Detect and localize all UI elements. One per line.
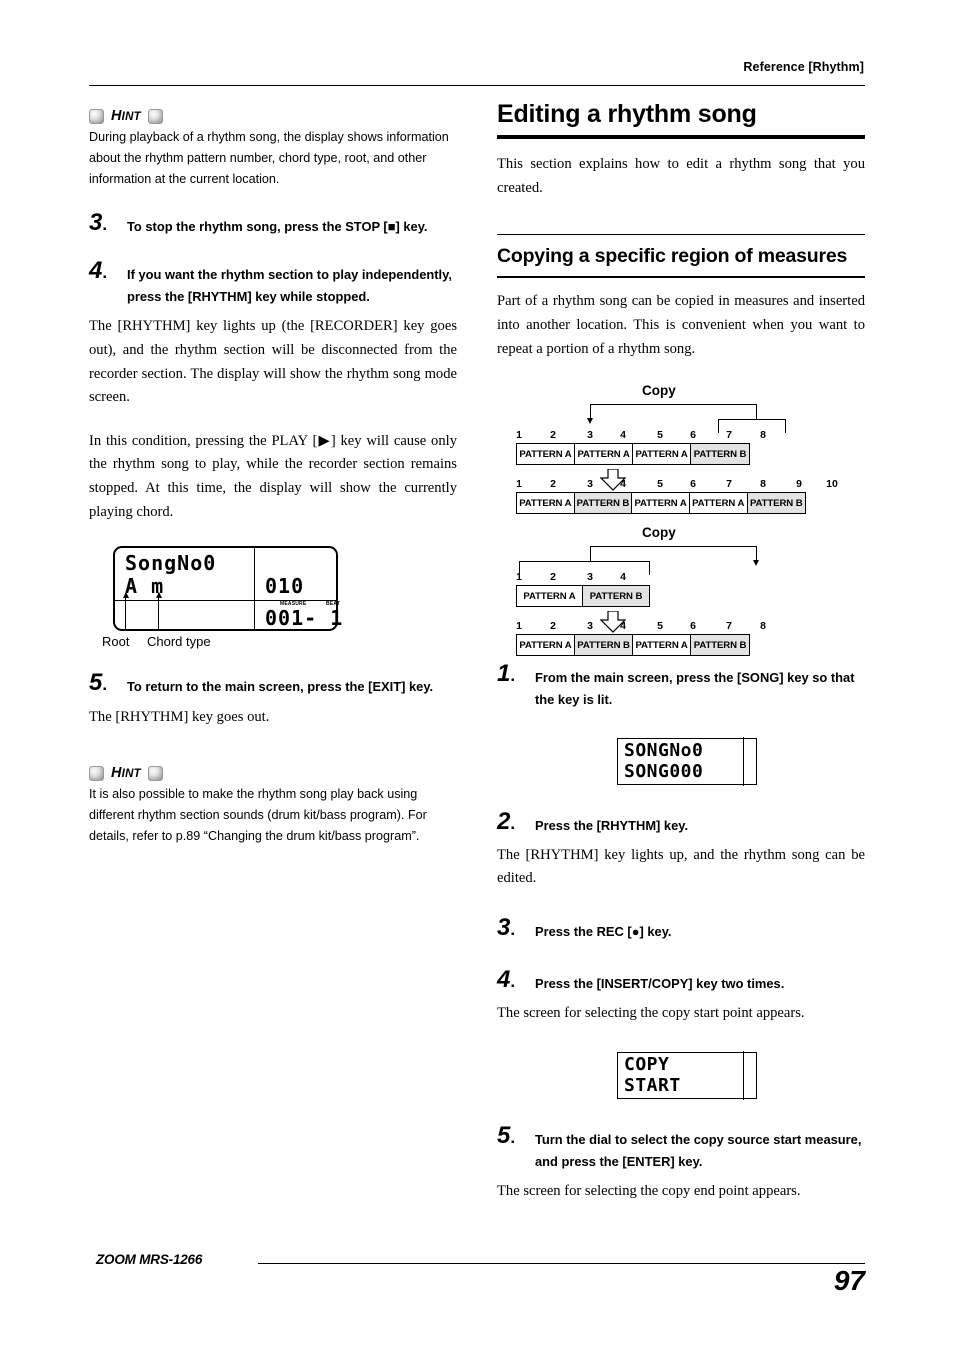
- step-5: [89, 669, 457, 698]
- header-divider: [89, 85, 865, 86]
- chord-type-callout-arrow: [158, 593, 159, 629]
- pattern-block: PATTERN B: [691, 444, 749, 464]
- root-callout-label: Root: [102, 634, 130, 650]
- measure-number: 3: [587, 429, 593, 442]
- measure-number: 4: [620, 478, 626, 491]
- step-3-number: 3.: [89, 208, 108, 236]
- pattern-block: PATTERN B: [575, 493, 633, 513]
- right-step-3-text: Press the REC [●] key.: [535, 924, 672, 939]
- pattern-block: PATTERN A: [517, 635, 575, 655]
- diagram-copy-to-later: [516, 383, 846, 509]
- measure-number: 4: [620, 571, 626, 584]
- intro-paragraph: This section explains how to edit a rhythm song that you created.: [497, 156, 865, 196]
- diagram1-top-row: [516, 429, 766, 465]
- hint-bullet-icon: [89, 109, 104, 124]
- hint-label: HINT: [111, 108, 141, 124]
- pattern-block: PATTERN A: [690, 493, 748, 513]
- diagram2-copy-path: [590, 546, 757, 547]
- pattern-block: PATTERN A: [633, 635, 691, 655]
- step-4-paragraph-2: In this condition, pressing the PLAY [▶] key will cause only the rhythm song to play, while the recorder section remains stopped. At this time, the display will show the currently playing chord.: [89, 432, 457, 520]
- diagram1-bracket-top: [718, 419, 786, 420]
- measure-number: 5: [657, 478, 663, 491]
- pattern-block: PATTERN A: [517, 493, 575, 513]
- measure-number: 2: [550, 429, 556, 442]
- diagram2-copy-path-riser: [590, 546, 591, 562]
- lcd-song-select-line1: SONGNo0: [624, 739, 704, 761]
- lcd-vertical-divider: [254, 548, 255, 629]
- measure-number: 4: [620, 429, 626, 442]
- diagram1-top-measure-numbers: [516, 429, 766, 443]
- right-step-2: [497, 807, 865, 837]
- lcd-figure-song-mode: [89, 546, 457, 666]
- measure-number: 2: [550, 571, 556, 584]
- title-underline: [497, 135, 865, 139]
- step-5-number: 5.: [89, 669, 108, 697]
- lcd-edge-divider: [743, 737, 744, 786]
- hint-bullet-icon: [148, 766, 163, 781]
- measure-number: 6: [690, 429, 696, 442]
- lcd-beat-label: BEAT: [326, 601, 341, 608]
- measure-number: 5: [657, 620, 663, 633]
- diagram2-top-blocks: [516, 585, 650, 607]
- measure-number: 9: [796, 478, 802, 491]
- measure-number: 5: [657, 429, 663, 442]
- measure-number: 6: [690, 620, 696, 633]
- pattern-block: PATTERN A: [517, 444, 575, 464]
- right-step-2-text: Press the [RHYTHM] key.: [535, 817, 689, 833]
- hint-label: HINT: [111, 765, 141, 782]
- step-4-number: 4.: [89, 256, 108, 284]
- right-step-5: [497, 1122, 865, 1173]
- diagram2-top-row: [516, 571, 650, 607]
- lcd-copy-start-line2: START: [624, 1075, 681, 1097]
- measure-number: 8: [760, 478, 766, 491]
- diagram2-copy-label: Copy: [642, 525, 676, 541]
- measure-number: 8: [760, 429, 766, 442]
- section-underline: [497, 276, 865, 278]
- step-3: [89, 208, 457, 238]
- diagram1-bottom-row: [516, 478, 838, 514]
- step-4: [89, 256, 457, 308]
- measure-number: 1: [516, 620, 522, 633]
- step-5-text: To return to the main screen, press the [EXIT] key.: [127, 679, 434, 695]
- measure-number: 1: [516, 429, 522, 442]
- measure-number: 3: [587, 478, 593, 491]
- measure-number: 4: [620, 620, 626, 633]
- right-step-1: [497, 660, 865, 711]
- hint-header-top: [89, 108, 457, 124]
- right-step-1-text: From the main screen, press the [SONG] key so that the key is lit.: [535, 670, 855, 708]
- hint-bullet-icon: [89, 766, 104, 781]
- diagram1-copy-path: [590, 404, 757, 405]
- measure-number: 7: [726, 429, 732, 442]
- diagram1-bottom-measure-numbers: [516, 478, 838, 492]
- diagram2-bottom-blocks: [516, 634, 750, 656]
- lcd-song-number: SongNo0: [125, 551, 217, 576]
- section-paragraph: Part of a rhythm song can be copied in measures and inserted into another location. This is convenient when you want to repeat a portion of a rhythm song.: [497, 293, 865, 357]
- diagram2-bracket-top: [519, 561, 650, 562]
- footer-brand: ZOOM MRS-1266: [96, 1252, 203, 1267]
- right-column: [497, 100, 865, 1204]
- right-step-2-paragraph: The [RHYTHM] key lights up, and the rhythm song can be edited.: [497, 846, 865, 887]
- hint-header-bottom: [89, 765, 457, 781]
- running-head: Reference [Rhythm]: [743, 60, 864, 74]
- diagram2-insert-arrow: [753, 560, 759, 566]
- diagram2-bottom-row: [516, 620, 766, 656]
- root-callout-arrow: [125, 593, 126, 629]
- pattern-block: PATTERN A: [517, 586, 583, 606]
- diagram1-insert-arrow: [587, 418, 593, 424]
- diagram1-bottom-blocks: [516, 492, 806, 514]
- diagram1-copy-path-riser: [756, 404, 757, 420]
- hint-bottom-body: It is also possible to make the rhythm song play back using different rhythm section sounds (drum kit/bass program). For details, refer to p.89 “Changing the drum kit/bass program”.: [89, 787, 427, 843]
- step-5-paragraph-1: The [RHYTHM] key goes out.: [89, 708, 270, 725]
- diagram1-bracket-right-tick: [785, 419, 786, 433]
- pattern-block: PATTERN A: [632, 493, 690, 513]
- lcd-display: [113, 546, 344, 631]
- diagram2-bottom-measure-numbers: [516, 620, 766, 634]
- lcd-chord: A m: [125, 574, 165, 599]
- lcd-edge-divider: [743, 1051, 744, 1100]
- right-step-5-paragraph: The screen for selecting the copy end point appears.: [497, 1183, 801, 1200]
- lcd-tempo: 010: [265, 574, 305, 599]
- right-step-3-number: 3.: [497, 914, 516, 941]
- pattern-block: PATTERN B: [691, 635, 749, 655]
- measure-number: 2: [550, 478, 556, 491]
- right-step-4-text: Press the [INSERT/COPY] key two times.: [535, 976, 785, 992]
- right-step-3: [497, 914, 865, 943]
- measure-number: 6: [690, 478, 696, 491]
- measure-number: 7: [726, 620, 732, 633]
- pattern-block: PATTERN A: [633, 444, 691, 464]
- page-number: 97: [833, 1265, 865, 1296]
- right-step-4-number: 4.: [497, 966, 516, 994]
- chord-type-callout-label: Chord type: [147, 634, 211, 650]
- step-3-text: To stop the rhythm song, press the STOP [■] key.: [127, 218, 428, 234]
- measure-number: 1: [516, 478, 522, 491]
- step-4-text: If you want the rhythm section to play independently, press the [RHYTHM] key while stopped.: [127, 266, 452, 305]
- right-step-5-number: 5.: [497, 1122, 516, 1150]
- pattern-block: PATTERN B: [583, 586, 649, 606]
- right-step-4: [497, 966, 865, 995]
- footer-divider: [258, 1263, 865, 1264]
- diagram1-copy-label: Copy: [642, 383, 676, 399]
- right-step-2-number: 2.: [497, 807, 516, 835]
- hint-top-body: During playback of a rhythm song, the display shows information about the rhythm pattern number, chord type, root, and other information at the current location.: [89, 130, 449, 186]
- measure-number: 7: [726, 478, 732, 491]
- right-step-5-text: Turn the dial to select the copy source start measure, and press the [ENTER] key.: [535, 1132, 862, 1170]
- measure-number: 8: [760, 620, 766, 633]
- step-4-paragraph-1: The [RHYTHM] key lights up (the [RECORDER] key goes out), and the rhythm section will be disconnected from the recorder section. The display will show the rhythm song mode screen.: [89, 318, 457, 406]
- lcd-copy-start: [617, 1052, 757, 1099]
- pattern-block: PATTERN B: [575, 635, 633, 655]
- right-step-1-number: 1.: [497, 660, 516, 688]
- lcd-song-select: [617, 738, 757, 785]
- pattern-block: PATTERN B: [748, 493, 805, 513]
- measure-number: 1: [516, 571, 522, 584]
- diagram2-top-measure-numbers: [516, 571, 650, 585]
- pattern-block: PATTERN A: [575, 444, 633, 464]
- diagram1-top-blocks: [516, 443, 750, 465]
- diagram-copy-to-end: [516, 525, 846, 651]
- lcd-measure-beat: 001- 1: [265, 606, 344, 631]
- right-step-4-paragraph: The screen for selecting the copy start point appears.: [497, 1005, 805, 1022]
- lcd-song-select-line2: SONG000: [624, 760, 704, 782]
- measure-number: 2: [550, 620, 556, 633]
- hint-bullet-icon: [148, 109, 163, 124]
- section-title: Copying a specific region of measures: [497, 245, 848, 268]
- page-title: Editing a rhythm song: [497, 100, 757, 128]
- lcd-measure-label: MEASURE: [280, 601, 307, 608]
- lcd-copy-start-line1: COPY: [624, 1054, 670, 1076]
- measure-number: 3: [587, 571, 593, 584]
- measure-number: 3: [587, 620, 593, 633]
- section-top-rule: [497, 234, 865, 235]
- left-column: [89, 108, 457, 847]
- measure-number: 10: [826, 478, 838, 491]
